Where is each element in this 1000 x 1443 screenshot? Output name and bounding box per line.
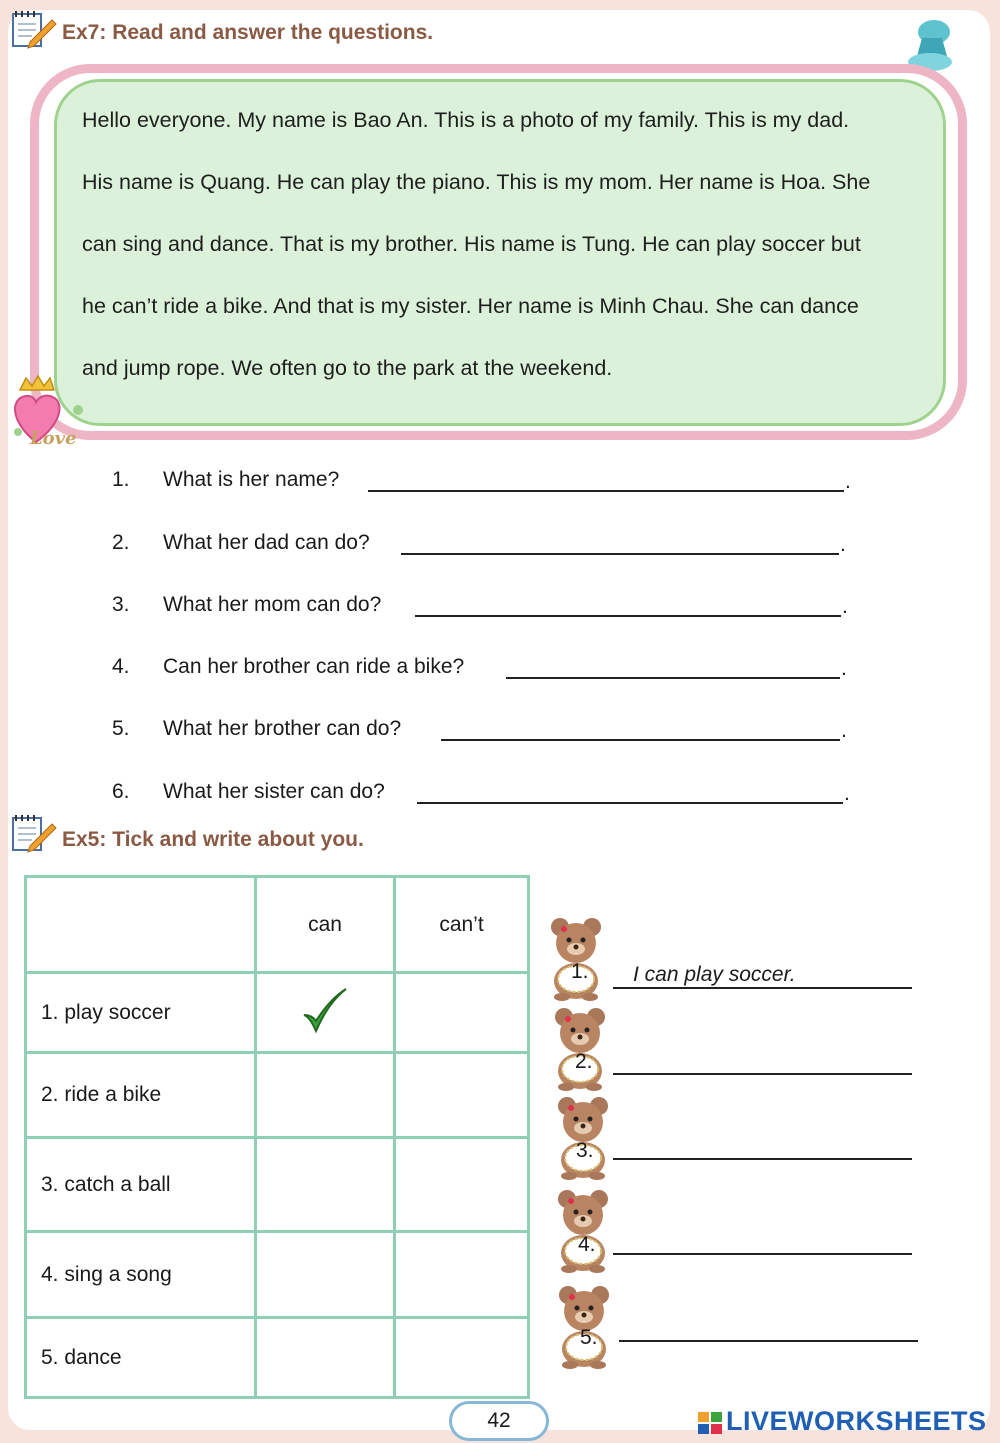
- question-text: What her sister can do?: [163, 780, 385, 803]
- passage-line: His name is Quang. He can play the piano. This is my mom. Her name is Hoa. She: [82, 170, 871, 194]
- svg-text:Love: Love: [30, 428, 77, 449]
- line-end-dot: .: [841, 657, 847, 680]
- line-end-dot: .: [844, 782, 850, 805]
- liveworksheets-logo-icon: [698, 1412, 722, 1434]
- question-text: What is her name?: [163, 468, 340, 491]
- answer-blank[interactable]: [506, 677, 840, 679]
- question-number: 6.: [112, 780, 130, 803]
- notepad-pencil-icon: [10, 8, 58, 50]
- line-end-dot: .: [845, 470, 851, 493]
- writing-line: [619, 1340, 918, 1342]
- tick-cell[interactable]: [256, 1138, 395, 1232]
- table-header-empty: [26, 877, 256, 973]
- teddy-bear-icon: [550, 1005, 610, 1091]
- question-text: What her dad can do?: [163, 531, 370, 554]
- tick-cell[interactable]: [395, 1053, 529, 1138]
- writing-answer[interactable]: I can play soccer.: [633, 963, 796, 986]
- checkmark-icon: [300, 985, 350, 1035]
- passage-line: and jump rope. We often go to the park at the weekend.: [82, 356, 613, 380]
- writing-number: 4.: [578, 1233, 596, 1256]
- teddy-bear-icon: [546, 915, 606, 1001]
- passage-line: can sing and dance. That is my brother. His name is Tung. He can play soccer but: [82, 232, 861, 256]
- tick-cell[interactable]: [256, 1232, 395, 1318]
- writing-number: 1.: [571, 960, 589, 983]
- column-header-cant: can’t: [395, 877, 529, 973]
- tick-cell[interactable]: [395, 1138, 529, 1232]
- writing-number: 5.: [580, 1326, 598, 1349]
- column-header-can: can: [256, 877, 395, 973]
- row-label: 5. dance: [26, 1318, 256, 1398]
- question-number: 3.: [112, 593, 130, 616]
- line-end-dot: .: [842, 595, 848, 618]
- tick-cell[interactable]: [395, 1232, 529, 1318]
- tick-cell[interactable]: [395, 973, 529, 1053]
- tick-cell[interactable]: [395, 1318, 529, 1398]
- page-number: 42: [449, 1401, 549, 1441]
- answer-blank[interactable]: [417, 802, 843, 804]
- writing-number: 2.: [575, 1050, 593, 1073]
- answer-blank[interactable]: [368, 490, 844, 492]
- passage-line: Hello everyone. My name is Bao An. This is a photo of my family. This is my dad.: [82, 108, 850, 132]
- row-label: 2. ride a bike: [26, 1053, 256, 1138]
- row-label: 1. play soccer: [26, 973, 256, 1053]
- tick-cell[interactable]: [256, 1318, 395, 1398]
- line-end-dot: .: [841, 719, 847, 742]
- question-text: Can her brother can ride a bike?: [163, 655, 465, 678]
- teddy-bear-icon: [553, 1187, 613, 1273]
- tick-cell[interactable]: [256, 973, 395, 1053]
- question-text: What her brother can do?: [163, 717, 402, 740]
- writing-line: [613, 987, 912, 989]
- question-number: 2.: [112, 531, 130, 554]
- row-label: 4. sing a song: [26, 1232, 256, 1318]
- ex5-title: Ex5: Tick and write about you.: [62, 828, 364, 851]
- writing-number: 3.: [576, 1139, 594, 1162]
- question-text: What her mom can do?: [163, 593, 382, 616]
- writing-line: [613, 1073, 912, 1075]
- brand-name[interactable]: LIVEWORKSHEETS: [726, 1406, 987, 1436]
- teddy-bear-icon: [553, 1094, 613, 1180]
- line-end-dot: .: [840, 533, 846, 556]
- answer-blank[interactable]: [401, 553, 839, 555]
- answer-blank[interactable]: [415, 615, 841, 617]
- writing-line: [613, 1158, 912, 1160]
- question-number: 4.: [112, 655, 130, 678]
- tick-cell[interactable]: [256, 1053, 395, 1138]
- love-heart-crown-icon: [4, 372, 96, 456]
- passage-line: he can’t ride a bike. And that is my sister. Her name is Minh Chau. She can dance: [82, 294, 859, 318]
- question-number: 5.: [112, 717, 130, 740]
- tick-table: [24, 875, 530, 1399]
- writing-line: [613, 1253, 912, 1255]
- notepad-pencil-icon: [10, 812, 58, 854]
- answer-blank[interactable]: [441, 739, 840, 741]
- question-number: 1.: [112, 468, 130, 491]
- row-label: 3. catch a ball: [26, 1138, 256, 1232]
- ex7-title: Ex7: Read and answer the questions.: [62, 21, 434, 44]
